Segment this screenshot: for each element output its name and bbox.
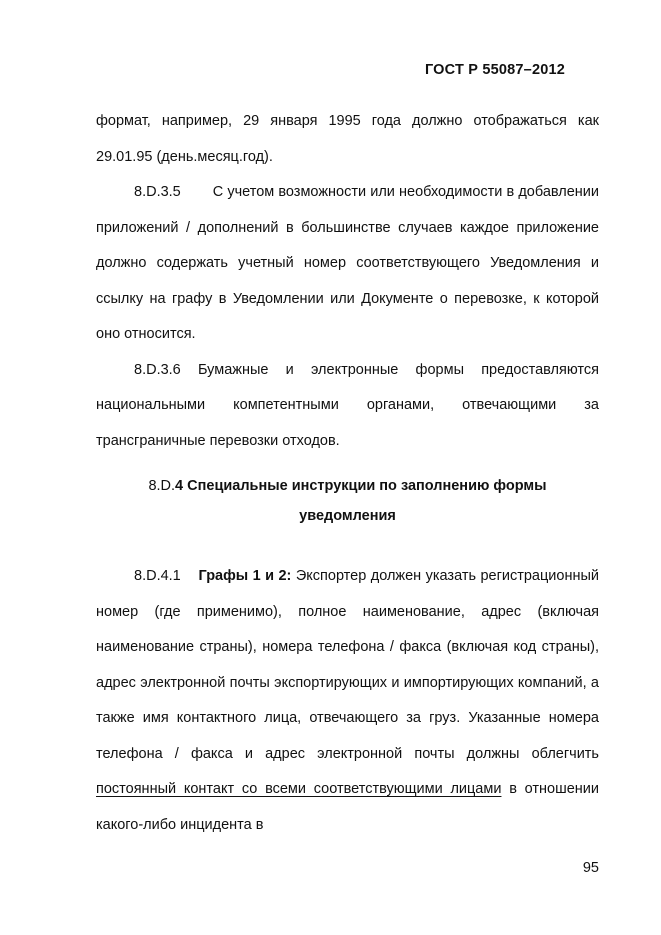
paragraph-8d36 <box>96 353 599 460</box>
section-heading <box>96 471 599 531</box>
section-title-line2: уведомления <box>299 508 396 524</box>
underlined-phrase: постоянный контакт со всеми соответствующими лицами <box>96 781 502 797</box>
page-body <box>96 104 599 843</box>
clause-label: Графы 1 и 2: <box>198 568 292 584</box>
paragraph-8d41 <box>96 559 599 843</box>
clause-text: Бумажные и электронные формы предоставляются национальными компетентными органами, отвечающими за трансграничные перевозки отходов. <box>96 361 599 449</box>
clause-text: Экспортер должен указать регистрационный номер (где применимо), полное наименование, адрес (включая наименование страны), номера телефона / факса (включая код страны), адрес электронной почты экспортирующих и импортирующих компаний, а также имя контактного лица, отвечающего за груз. Указанные номера телефона / факса и адрес электронной почты должны облегчить <box>96 568 599 762</box>
paragraph-date-format: формат, например, 29 января 1995 года должно отображаться как 29.01.95 (день.месяц.год). <box>96 113 599 165</box>
clause-text: С учетом возможности или необходимости в добавлении приложений / дополнений в большинстве случаев каждое приложение должно содержать учетный номер соответствующего Уведомления и ссылку на графу в Уведомлении или Документе о перевозке, к которой оно относится. <box>96 184 599 342</box>
document-code: ГОСТ Р 55087–2012 <box>424 62 565 78</box>
section-number-prefix: 8.D. <box>148 478 176 494</box>
section-number: 4 <box>175 478 184 494</box>
section-title-line1: Специальные инструкции по заполнению формы <box>187 478 547 494</box>
clause-number: 8.D.3.5 <box>134 184 181 200</box>
clause-number: 8.D.4.1 <box>134 568 181 584</box>
clause-text-continued: в отношении какого-либо инцидента в <box>96 781 600 833</box>
clause-number: 8.D.3.6 <box>134 361 181 378</box>
paragraph-8d35 <box>96 175 599 353</box>
page-number: 95 <box>582 860 599 876</box>
